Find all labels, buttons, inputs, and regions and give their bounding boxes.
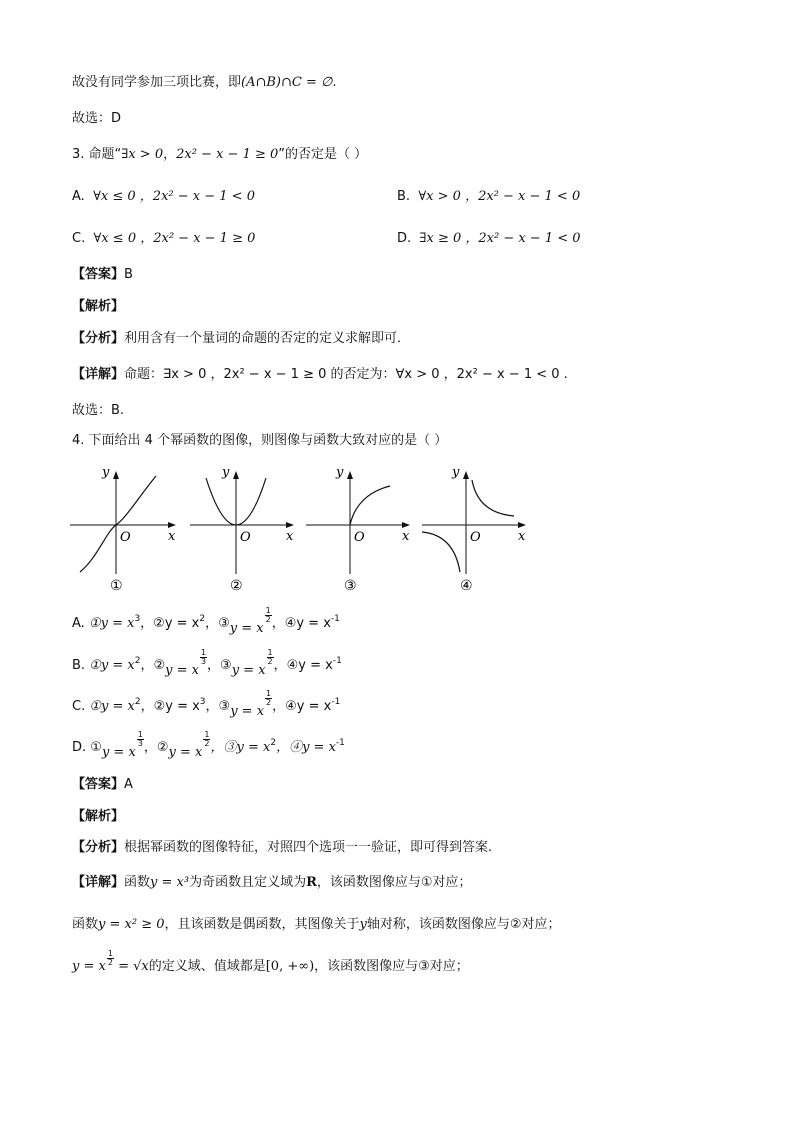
q4-analysis-label: 【解析】 xyxy=(72,809,125,824)
q4-detail3-math: y = x xyxy=(72,959,106,974)
q4-c-p1: 2 xyxy=(134,697,141,707)
q4-option-d-label: D. xyxy=(72,740,87,755)
graph-3 xyxy=(304,462,419,594)
q4-b-p11: -1 xyxy=(332,656,342,666)
q4-detail2-y: y xyxy=(359,917,367,932)
graph-1-number: ① xyxy=(110,578,123,594)
graph-4-y-label: y xyxy=(452,465,460,480)
q3-option-a-text: ∀x ≤ 0 ，2x² − x − 1 < 0 xyxy=(93,189,255,204)
q3-answer-tag: 【答案】 xyxy=(72,267,125,282)
q3-xiangjie-text: 命题：∃x > 0 ，2x² − x − 1 ≥ 0 的否定为：∀x > 0 ，2x² − x − 1 < 0 . xyxy=(124,367,568,382)
q3-xiangjie-tag: 【详解】 xyxy=(72,367,125,382)
q4-option-d xyxy=(72,730,345,760)
q4-c-p2: ，②y = x xyxy=(140,699,200,714)
q4-c-p3: 3 xyxy=(199,697,206,707)
q4-c-p4: ，③ xyxy=(205,699,231,714)
conclusion-math: (A∩B)∩C = ∅ xyxy=(241,75,333,90)
q4-fenxi-tag: 【分析】 xyxy=(72,840,125,855)
q4-b-p6: ，③ xyxy=(207,658,232,673)
graph-2-origin: O xyxy=(240,530,251,545)
q4-answer-value: A xyxy=(124,777,133,792)
q4-d-p5: y = x xyxy=(168,745,203,760)
q4-detail2-post2: 轴对称，该函数图像应与②对应； xyxy=(366,917,561,932)
q4-d-frac2-n: 1 xyxy=(204,730,210,739)
q4-option-c-label: C. xyxy=(72,699,86,714)
q4-c-frac-d: 2 xyxy=(266,698,272,707)
q4-detail3-exp xyxy=(107,950,114,967)
q4-detail1-pre: 函数 xyxy=(124,875,151,890)
conclusion-text: 故没有同学参加三项比赛，即 xyxy=(72,75,242,90)
q4-option-c xyxy=(72,689,341,719)
q4-b-frac2-d: 2 xyxy=(267,657,273,666)
q4-answer xyxy=(72,776,133,794)
q4-b-frac1-d: 3 xyxy=(200,657,207,666)
q4-fenxi-text: 根据幂函数的图像特征，对照四个选项一一验证，即可得到答案. xyxy=(124,840,493,855)
q4-c-p5: y = x xyxy=(230,704,265,719)
q4-detail1-math: y = x³ xyxy=(150,875,190,890)
q4-d-p8: ，③y = x xyxy=(210,740,271,755)
q3-option-c-text: ∀x ≤ 0 ，2x² − x − 1 ≥ 0 xyxy=(93,231,256,246)
q4-xiangjie-3 xyxy=(72,949,469,976)
q4-option-b xyxy=(72,648,342,678)
q4-b-p0: ①y = x xyxy=(89,658,135,673)
q4-b-p1: 2 xyxy=(134,656,141,666)
q3-fenxi-text: 利用含有一个量词的命题的否定的定义求解即可． xyxy=(124,331,411,346)
q4-detail3-interval: [0, +∞) xyxy=(265,959,315,974)
q4-b-frac2 xyxy=(267,649,274,666)
q4-c-p0: ①y = x xyxy=(89,699,135,714)
q4-detail2-post: ，且该函数是偶函数，其图像关于 xyxy=(164,917,360,932)
q4-detail3-exp-d: 2 xyxy=(107,958,113,967)
q3-option-c xyxy=(72,230,255,248)
q4-d-p9: 2 xyxy=(270,738,277,748)
graph-2-number: ② xyxy=(230,578,243,594)
q4-d-frac1-d: 3 xyxy=(137,739,143,748)
q4-option-a xyxy=(72,606,340,636)
q4-d-p10: ，④y = x xyxy=(276,740,336,755)
q3-option-d-label: D. xyxy=(397,231,412,246)
graph-4 xyxy=(420,462,538,594)
q4-a-p4: ，③ xyxy=(205,616,230,631)
q4-option-b-label: B. xyxy=(72,658,86,673)
q4-answer-tag: 【答案】 xyxy=(72,777,125,792)
graph-4-x-label: x xyxy=(518,529,526,544)
q3-option-b xyxy=(397,188,580,206)
q4-b-frac1 xyxy=(200,649,207,666)
q3-analysis-tag xyxy=(72,298,124,316)
q3-choose: 故选：B. xyxy=(72,403,125,418)
graph-4-number: ④ xyxy=(460,578,473,594)
q4-c-p8: ，④y = x xyxy=(272,699,332,714)
q3-option-c-label: C. xyxy=(72,231,86,246)
graph-1-y-label: y xyxy=(102,465,110,480)
q3-stem-post: ”的否定是（ ） xyxy=(278,147,368,162)
q4-a-p5: y = x xyxy=(229,621,264,636)
q4-a-p3: 2 xyxy=(199,614,206,624)
q4-a-p1: 3 xyxy=(134,614,141,624)
q4-d-p1: y = x xyxy=(101,745,136,760)
graph-2 xyxy=(188,462,303,594)
q4-detail2-math: y = x² ≥ 0 xyxy=(98,917,165,932)
q4-d-frac1-n: 1 xyxy=(137,730,143,739)
q3-xiangjie xyxy=(72,366,568,384)
q4-stem: 4. 下面给出 4 个幂函数的图像，则图像与函数大致对应的是（ ） xyxy=(72,433,448,448)
q3-option-a xyxy=(72,188,255,206)
q4-fenxi xyxy=(72,839,492,857)
q4-xiangjie-1 xyxy=(72,874,472,892)
q4-a-p9: -1 xyxy=(330,614,340,624)
graph-3-number: ③ xyxy=(344,578,357,594)
graph-3-x-label: x xyxy=(402,529,410,544)
q4-b-p7: y = x xyxy=(231,663,266,678)
q4-a-p2: ，②y = x xyxy=(140,616,200,631)
graph-4-origin: O xyxy=(470,530,481,545)
graph-2-y-label: y xyxy=(222,465,230,480)
q4-a-frac-d: 2 xyxy=(265,615,271,624)
text-line-conclusion xyxy=(72,74,336,92)
q4-detail3-mid: 的定义域、值域都是 xyxy=(148,959,266,974)
q4-d-p4: ，② xyxy=(143,740,169,755)
q3-option-b-text: ∀x > 0 ，2x² − x − 1 < 0 xyxy=(418,189,581,204)
q4-detail1-R: R xyxy=(306,875,317,890)
q4-c-p9: -1 xyxy=(331,697,341,707)
q3-stem-math-b: 2x² − x − 1 ≥ 0 xyxy=(176,147,279,162)
q4-detail3-exp-n: 1 xyxy=(107,949,113,958)
q4-analysis-tag xyxy=(72,808,124,826)
q4-a-frac-n: 1 xyxy=(265,606,271,615)
q4-d-frac2 xyxy=(203,731,210,748)
graph-2-x-label: x xyxy=(286,529,294,544)
q4-d-frac1 xyxy=(137,731,144,748)
q4-d-p0: ① xyxy=(90,740,102,755)
q4-a-p0: ①y = x xyxy=(88,616,135,631)
q4-d-frac2-d: 2 xyxy=(204,739,210,748)
graph-1-origin: O xyxy=(120,530,131,545)
q3-option-a-label: A. xyxy=(72,189,85,204)
q3-stem-pre: 3. 命题“ xyxy=(72,147,122,162)
q3-fenxi xyxy=(72,330,410,348)
q3-answer-value: B xyxy=(124,267,133,282)
q4-c-frac xyxy=(265,690,272,707)
q3-option-d-text: ∃x ≥ 0 ，2x² − x − 1 < 0 xyxy=(419,231,581,246)
q4-b-p2: ，② xyxy=(140,658,166,673)
q4-detail1-mid: 为奇函数且定义域为 xyxy=(189,875,307,890)
q4-d-p11: -1 xyxy=(335,738,345,748)
q4-xiangjie-2 xyxy=(72,916,561,934)
q4-a-frac xyxy=(265,607,272,624)
q4-b-frac1-n: 1 xyxy=(200,648,207,657)
q3-option-b-label: B. xyxy=(397,189,411,204)
q4-b-p10: ，④y = x xyxy=(273,658,333,673)
q4-xiangjie-tag: 【详解】 xyxy=(72,875,125,890)
q3-fenxi-tag: 【分析】 xyxy=(72,331,125,346)
choose-d: 故选：D xyxy=(72,111,122,126)
conclusion-end: . xyxy=(332,75,337,90)
q4-option-a-label: A. xyxy=(72,616,85,631)
q3-option-d xyxy=(397,230,581,248)
q3-analysis-label: 【解析】 xyxy=(72,299,125,314)
q3-stem xyxy=(72,146,367,164)
q4-a-p8: ，④y = x xyxy=(271,616,331,631)
q4-b-frac2-n: 1 xyxy=(267,648,273,657)
q4-detail1-post: ，该函数图像应与①对应； xyxy=(316,875,472,890)
q3-answer xyxy=(72,266,133,284)
q4-b-p3: y = x xyxy=(165,663,199,678)
graph-1-x-label: x xyxy=(168,529,176,544)
q4-c-frac-n: 1 xyxy=(266,689,272,698)
q4-detail2-pre: 函数 xyxy=(72,917,99,932)
graph-1 xyxy=(68,462,183,594)
q4-detail3-eq: = √x xyxy=(113,959,149,974)
graph-3-origin: O xyxy=(354,530,365,545)
q4-detail3-post: ，该函数图像应与③对应； xyxy=(314,959,469,974)
power-function-graphs xyxy=(68,462,538,594)
q3-stem-sep: ， xyxy=(163,147,177,162)
graph-3-y-label: y xyxy=(336,465,344,480)
q3-stem-math-a: ∃x > 0 xyxy=(121,147,164,162)
